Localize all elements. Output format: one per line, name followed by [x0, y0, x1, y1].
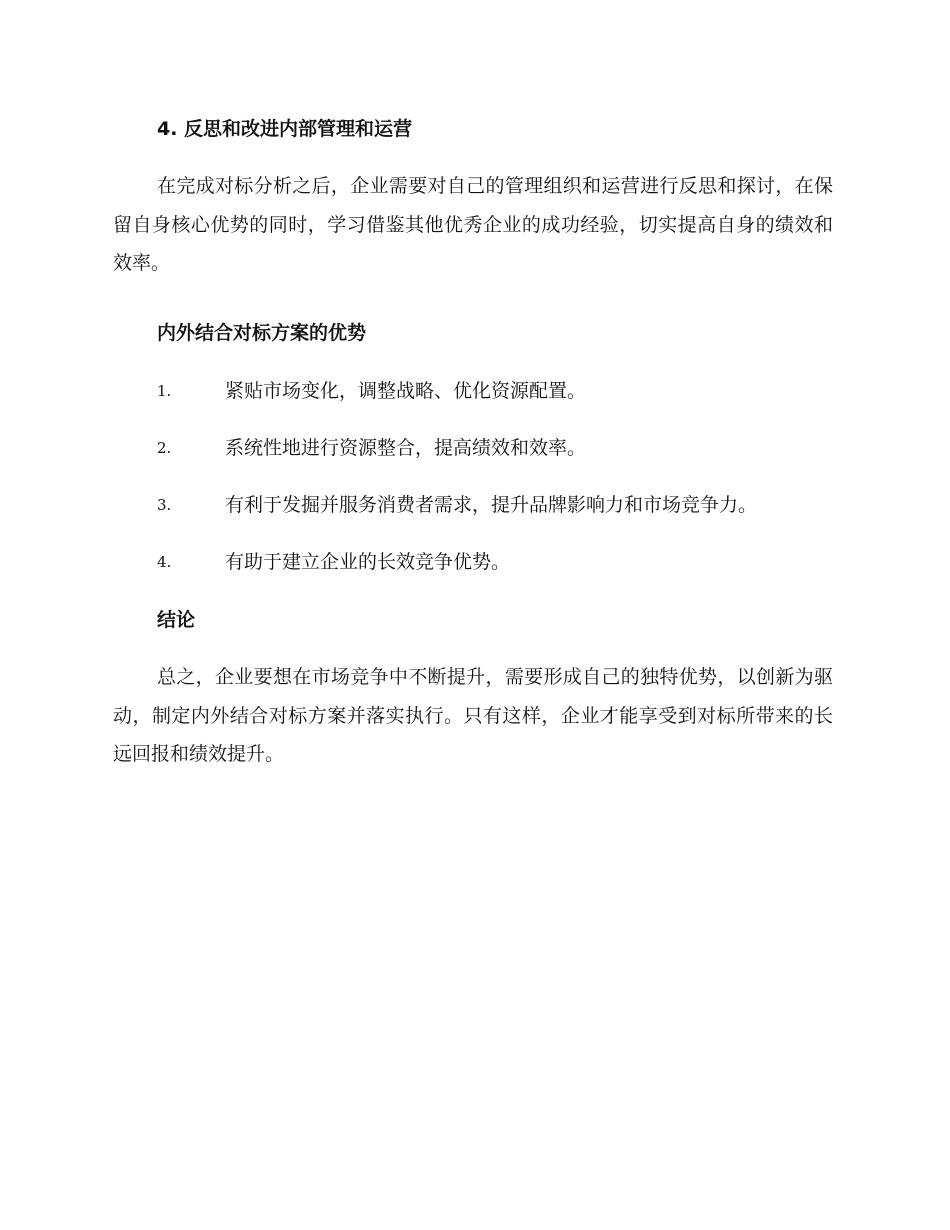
list-item-number: 1.: [157, 382, 172, 400]
list-item-number: 2.: [157, 439, 172, 457]
section-heading: 4. 反思和改进内部管理和运营: [157, 118, 413, 140]
section-paragraph: 在完成对标分析之后，企业需要对自己的管理组织和运营进行反思和探讨，在保留自身核心优势的同时，学习借鉴其他优秀企业的成功经验，切实提高自身的绩效和效率。: [113, 175, 833, 274]
advantages-heading: 内外结合对标方案的优势: [157, 322, 367, 344]
list-item-text: 有利于发掘并服务消费者需求，提升品牌影响力和市场竞争力。: [225, 494, 758, 516]
conclusion-heading: 结论: [157, 609, 196, 631]
list-item: [157, 490, 857, 520]
list-item-text: 有助于建立企业的长效竞争优势。: [225, 551, 511, 573]
list-item: [157, 433, 857, 463]
list-item-text: 系统性地进行资源整合，提高绩效和效率。: [225, 437, 587, 459]
list-item: [157, 376, 857, 406]
list-item-number: 4.: [157, 553, 172, 571]
list-item-text: 紧贴市场变化，调整战略、优化资源配置。: [225, 380, 587, 402]
list-item: [157, 547, 857, 577]
list-item-number: 3.: [157, 496, 172, 514]
conclusion-paragraph: 总之，企业要想在市场竞争中不断提升，需要形成自己的独特优势，以创新为驱动，制定内外结合对标方案并落实执行。只有这样，企业才能享受到对标所带来的长远回报和绩效提升。: [113, 666, 833, 765]
